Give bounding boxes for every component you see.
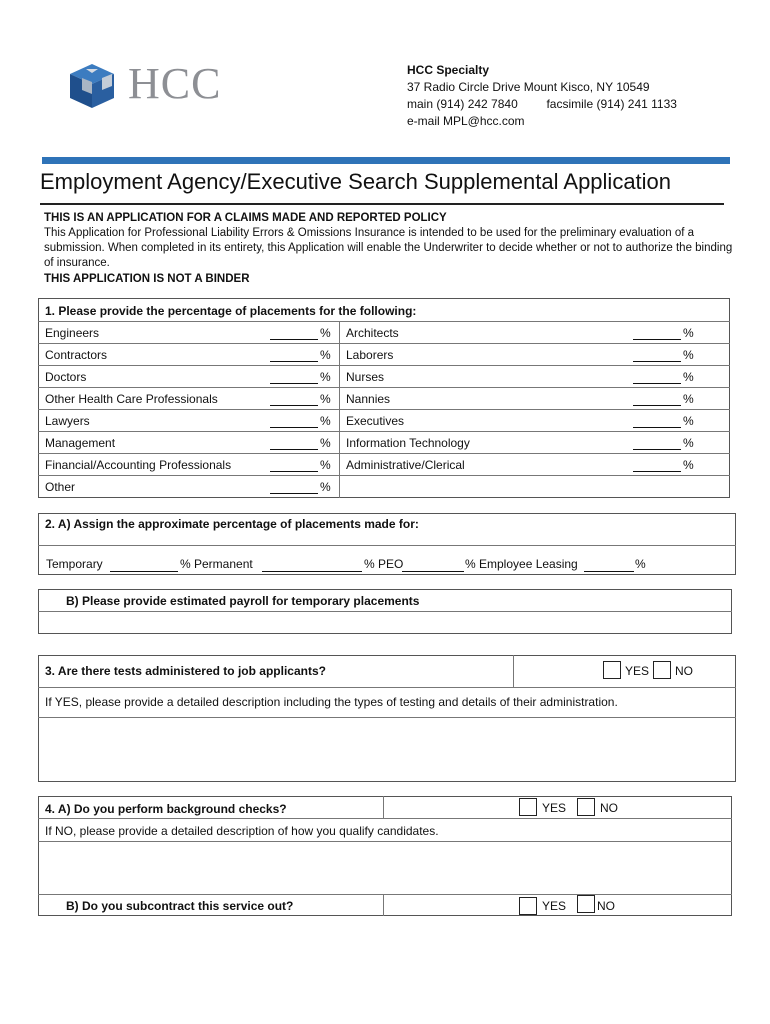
q4a-yes-checkbox[interactable] xyxy=(519,798,537,816)
q3-answer-divider xyxy=(38,717,736,718)
binder-note: THIS APPLICATION IS NOT A BINDER xyxy=(44,273,250,285)
company-contact-block xyxy=(407,62,677,130)
q1-row-divider xyxy=(339,343,730,344)
title-underline xyxy=(40,203,724,205)
q1-category-label: Lawyers xyxy=(45,414,90,428)
header-divider-bar xyxy=(42,157,730,164)
q1-percent-sign: % xyxy=(320,480,331,494)
q4a-divider xyxy=(38,818,732,819)
q1-category-label: Doctors xyxy=(45,370,87,384)
q2-leasing-label: % Employee Leasing xyxy=(465,557,578,571)
q2-permanent-label: % Permanent xyxy=(180,557,253,571)
q1-heading: 1. Please provide the percentage of placements for the following: xyxy=(45,304,417,318)
q1-category-label: Executives xyxy=(346,414,405,428)
q3-column-divider xyxy=(513,655,514,687)
q2b-payroll-field[interactable] xyxy=(40,613,730,633)
q2-temporary-field[interactable] xyxy=(110,560,178,572)
q4b-yes-checkbox[interactable] xyxy=(519,897,537,915)
q4a-yes-label: YES xyxy=(542,801,567,815)
company-name: HCC Specialty xyxy=(407,63,490,77)
q1-percent-sign: % xyxy=(320,392,331,406)
q1-row-divider xyxy=(38,453,339,454)
q2-leasing-pct: % xyxy=(635,557,646,571)
q4a-no-label: NO xyxy=(600,801,618,815)
logo-wordmark: HCC xyxy=(128,59,222,108)
q4b-column-divider xyxy=(383,894,384,916)
q1-percent-field[interactable] xyxy=(270,438,318,450)
q1-row-divider xyxy=(38,409,339,410)
q3-question: 3. Are there tests administered to job applicants? xyxy=(45,664,326,678)
q1-row-divider xyxy=(38,431,339,432)
q1-row-divider xyxy=(38,387,339,388)
q1-category-label: Management xyxy=(45,436,116,450)
q2a-divider xyxy=(38,545,736,546)
q4-answer-divider xyxy=(38,841,732,842)
q3-followup-label: If YES, please provide a detailed description including the types of testing and details of their administration. xyxy=(45,695,618,709)
q2-temporary-label: Temporary xyxy=(46,557,103,571)
q1-category-label: Contractors xyxy=(45,348,108,362)
q4b-divider xyxy=(38,894,732,895)
q1-category-label: Information Technology xyxy=(346,436,470,450)
q1-percent-sign: % xyxy=(320,370,331,384)
q1-category-label: Architects xyxy=(346,326,399,340)
q4b-no-label: NO xyxy=(597,899,615,913)
q1-percent-sign: % xyxy=(320,414,331,428)
q1-percent-field[interactable] xyxy=(633,460,681,472)
q1-category-label: Financial/Accounting Professionals xyxy=(45,458,232,472)
q1-percent-sign: % xyxy=(683,436,694,450)
q1-percent-field[interactable] xyxy=(633,416,681,428)
policy-heading: THIS IS AN APPLICATION FOR A CLAIMS MADE AND REPORTED POLICY xyxy=(44,212,447,224)
q1-category-label: Nannies xyxy=(346,392,391,406)
q3-yes-label: YES xyxy=(625,664,650,678)
q1-percent-field[interactable] xyxy=(633,394,681,406)
q1-category-label: Nurses xyxy=(346,370,385,384)
q4b-yes-label: YES xyxy=(542,899,567,913)
q1-row-divider xyxy=(339,453,730,454)
q1-percent-field[interactable] xyxy=(270,460,318,472)
q1-percent-field[interactable] xyxy=(270,482,318,494)
cube-logo-icon xyxy=(68,62,120,110)
q1-row-divider xyxy=(38,343,339,344)
company-address: 37 Radio Circle Drive Mount Kisco, NY 10549 xyxy=(407,80,650,94)
q4-description-field[interactable] xyxy=(40,843,730,893)
q1-percent-field[interactable] xyxy=(270,372,318,384)
q1-percent-field[interactable] xyxy=(270,350,318,362)
fax-number: facsimile (914) 241 1133 xyxy=(546,97,677,111)
q3-description-field[interactable] xyxy=(40,719,734,781)
q1-percent-field[interactable] xyxy=(270,328,318,340)
q1-row-divider xyxy=(339,387,730,388)
q1-percent-sign: % xyxy=(683,392,694,406)
q1-percent-sign: % xyxy=(683,326,694,340)
q3-divider xyxy=(38,687,736,688)
q4-followup-label: If NO, please provide a detailed description of how you qualify candidates. xyxy=(45,824,439,838)
q2a-heading: 2. A) Assign the approximate percentage of placements made for: xyxy=(45,517,419,531)
q1-percent-sign: % xyxy=(320,348,331,362)
intro-section xyxy=(44,211,739,287)
q1-row-divider xyxy=(339,475,730,476)
q1-category-label: Other Health Care Professionals xyxy=(45,392,218,406)
q1-row-divider xyxy=(339,365,730,366)
email-line: e-mail MPL@hcc.com xyxy=(407,114,525,128)
q2-permanent-field[interactable] xyxy=(262,560,362,572)
q2-peo-label: % PEO xyxy=(364,557,404,571)
q3-no-label: NO xyxy=(675,664,693,678)
page-title: Employment Agency/Executive Search Supplemental Application xyxy=(40,169,672,194)
q1-percent-sign: % xyxy=(683,370,694,384)
q1-category-label: Other xyxy=(45,480,76,494)
hcc-logo xyxy=(68,59,222,110)
q1-percent-field[interactable] xyxy=(633,372,681,384)
q3-yes-checkbox[interactable] xyxy=(603,661,621,679)
q1-row-divider xyxy=(339,431,730,432)
phone-fax-line xyxy=(407,96,677,113)
q1-percent-sign: % xyxy=(320,326,331,340)
q2b-divider xyxy=(38,611,732,612)
q1-category-label: Administrative/Clerical xyxy=(346,458,465,472)
q2-leasing-field[interactable] xyxy=(584,560,634,572)
q1-percent-sign: % xyxy=(683,414,694,428)
q1-row-divider xyxy=(339,409,730,410)
q4b-no-checkbox[interactable] xyxy=(577,895,595,913)
q4a-no-checkbox[interactable] xyxy=(577,798,595,816)
q1-percent-field[interactable] xyxy=(633,328,681,340)
q1-percent-sign: % xyxy=(683,458,694,472)
q1-percent-field[interactable] xyxy=(633,438,681,450)
q2b-heading: B) Please provide estimated payroll for temporary placements xyxy=(66,594,420,608)
q1-category-label: Laborers xyxy=(346,348,394,362)
q1-header-divider xyxy=(38,321,730,322)
q4a-question: 4. A) Do you perform background checks? xyxy=(45,802,287,816)
q4b-question: B) Do you subcontract this service out? xyxy=(66,899,294,913)
q1-percent-sign: % xyxy=(320,436,331,450)
q2-peo-field[interactable] xyxy=(402,560,464,572)
q1-row-divider xyxy=(38,365,339,366)
q1-percent-sign: % xyxy=(683,348,694,362)
q1-category-label: Engineers xyxy=(45,326,100,340)
q3-no-checkbox[interactable] xyxy=(653,661,671,679)
q1-percent-field[interactable] xyxy=(270,416,318,428)
q1-row-divider xyxy=(38,475,339,476)
q4a-column-divider xyxy=(383,796,384,818)
main-phone: main (914) 242 7840 xyxy=(407,97,518,111)
q1-percent-field[interactable] xyxy=(633,350,681,362)
q1-percent-sign: % xyxy=(320,458,331,472)
intro-paragraph: This Application for Professional Liability Errors & Omissions Insurance is intended to be used for the preliminary evaluation of a submission. When completed in its entirety, this Application will enable the Underwriter to decide whether or not to authorize the binding of insurance. xyxy=(44,227,733,269)
q1-percent-field[interactable] xyxy=(270,394,318,406)
